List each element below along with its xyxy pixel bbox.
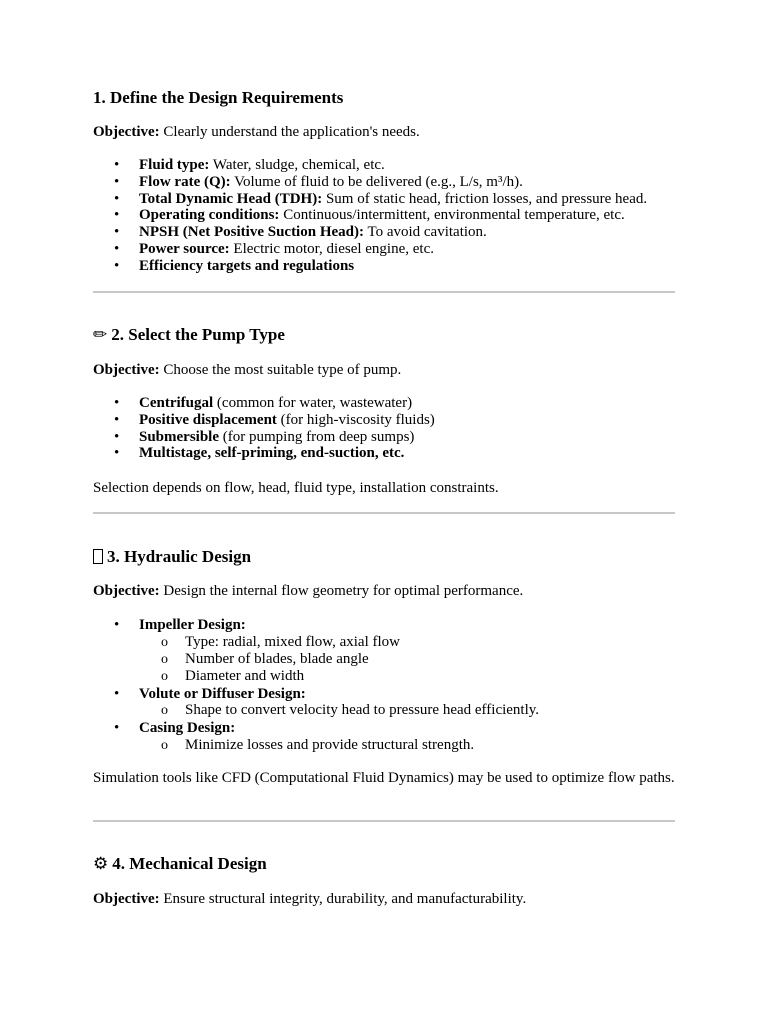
sub-list xyxy=(139,634,539,686)
sub-list-item: o Type: radial, mixed flow, axial flow xyxy=(139,634,539,651)
item-label: Submersible xyxy=(139,428,220,445)
item-text: Continuous/intermittent, environmental temperature, etc. xyxy=(279,207,625,224)
item-label: Positive displacement xyxy=(139,411,277,428)
item-text: (for pumping from deep sumps) xyxy=(219,428,415,445)
objective-text: Ensure structural integrity, durability, and manufacturability. xyxy=(159,891,527,907)
item-text: Sum of static head, friction losses, and pressure head. xyxy=(322,190,648,207)
item-label: Impeller Design: xyxy=(139,617,246,633)
item-text: Water, sludge, chemical, etc. xyxy=(209,157,385,173)
section-4-objective xyxy=(93,891,678,908)
item-text: Volume of fluid to be delivered (e.g., L/s, m³/h). xyxy=(230,173,523,190)
item-label: Fluid type: xyxy=(139,157,210,173)
item-text: Electric motor, diesel engine, etc. xyxy=(229,240,434,257)
section-4-heading xyxy=(93,854,267,874)
list-item xyxy=(93,720,539,754)
section-divider xyxy=(93,820,675,822)
sub-list xyxy=(139,702,539,719)
list-item xyxy=(93,241,647,258)
list-item xyxy=(93,412,435,429)
sub-list-item: o Diameter and width xyxy=(139,668,539,685)
list-item xyxy=(93,224,647,241)
list-item xyxy=(93,174,647,191)
item-label: Efficiency targets and regulations xyxy=(139,257,355,274)
objective-text: Choose the most suitable type of pump. xyxy=(159,362,402,378)
list-item xyxy=(93,157,647,174)
item-label: Multistage, self-priming, end-suction, etc. xyxy=(139,445,405,462)
section-3-objective xyxy=(93,583,678,600)
section-1-list xyxy=(93,157,647,275)
objective-label: Objective: xyxy=(93,891,160,907)
sub-list xyxy=(139,737,539,754)
item-label: Casing Design: xyxy=(139,719,236,736)
section-2-note: Selection depends on flow, head, fluid type, installation constraints. xyxy=(93,480,499,496)
section-1-objective xyxy=(93,124,678,141)
section-2-heading xyxy=(93,325,285,345)
objective-label: Objective: xyxy=(93,583,160,599)
objective-text: Design the internal flow geometry for optimal performance. xyxy=(159,583,524,599)
item-text: (for high-viscosity fluids) xyxy=(276,411,435,428)
sub-list-item: o Shape to convert velocity head to pressure head efficiently. xyxy=(139,702,539,719)
list-item xyxy=(93,617,539,686)
objective-text: Clearly understand the application's needs. xyxy=(159,124,420,140)
list-item xyxy=(93,445,435,462)
item-label: Total Dynamic Head (TDH): xyxy=(139,190,323,207)
list-item xyxy=(93,686,539,720)
section-3-note: Simulation tools like CFD (Computational Fluid Dynamics) may be used to optimize flow paths. xyxy=(93,770,675,786)
gear-icon: ⚙ xyxy=(93,854,109,873)
section-3-title: 3. Hydraulic Design xyxy=(107,547,252,566)
section-2-title: 2. Select the Pump Type xyxy=(111,325,285,344)
item-label: Flow rate (Q): xyxy=(139,173,231,190)
item-label: Volute or Diffuser Design: xyxy=(139,685,306,702)
item-label: Power source: xyxy=(139,240,230,257)
section-1-heading xyxy=(93,88,343,108)
section-3-list xyxy=(93,617,539,754)
item-text: (common for water, wastewater) xyxy=(213,395,413,411)
pencil-icon: ✏ xyxy=(93,325,108,344)
item-text: To avoid cavitation. xyxy=(363,224,487,241)
item-label: NPSH (Net Positive Suction Head): xyxy=(139,224,364,241)
section-3-heading xyxy=(93,547,251,567)
section-divider xyxy=(93,291,675,293)
item-label: Operating conditions: xyxy=(139,207,280,224)
section-divider xyxy=(93,512,675,514)
sub-list-item: o Number of blades, blade angle xyxy=(139,651,539,668)
sub-list-item: o Minimize losses and provide structural strength. xyxy=(139,737,539,754)
section-4-title: 4. Mechanical Design xyxy=(112,854,267,873)
missing-glyph-icon xyxy=(93,549,103,564)
section-2-objective xyxy=(93,362,678,379)
section-1-title: 1. Define the Design Requirements xyxy=(93,88,344,107)
list-item xyxy=(93,395,435,412)
list-item xyxy=(93,207,647,224)
item-label: Centrifugal xyxy=(139,395,214,411)
objective-label: Objective: xyxy=(93,124,160,140)
list-item xyxy=(93,258,647,275)
section-2-list xyxy=(93,395,435,462)
list-item xyxy=(93,429,435,446)
objective-label: Objective: xyxy=(93,362,160,378)
list-item xyxy=(93,191,647,208)
